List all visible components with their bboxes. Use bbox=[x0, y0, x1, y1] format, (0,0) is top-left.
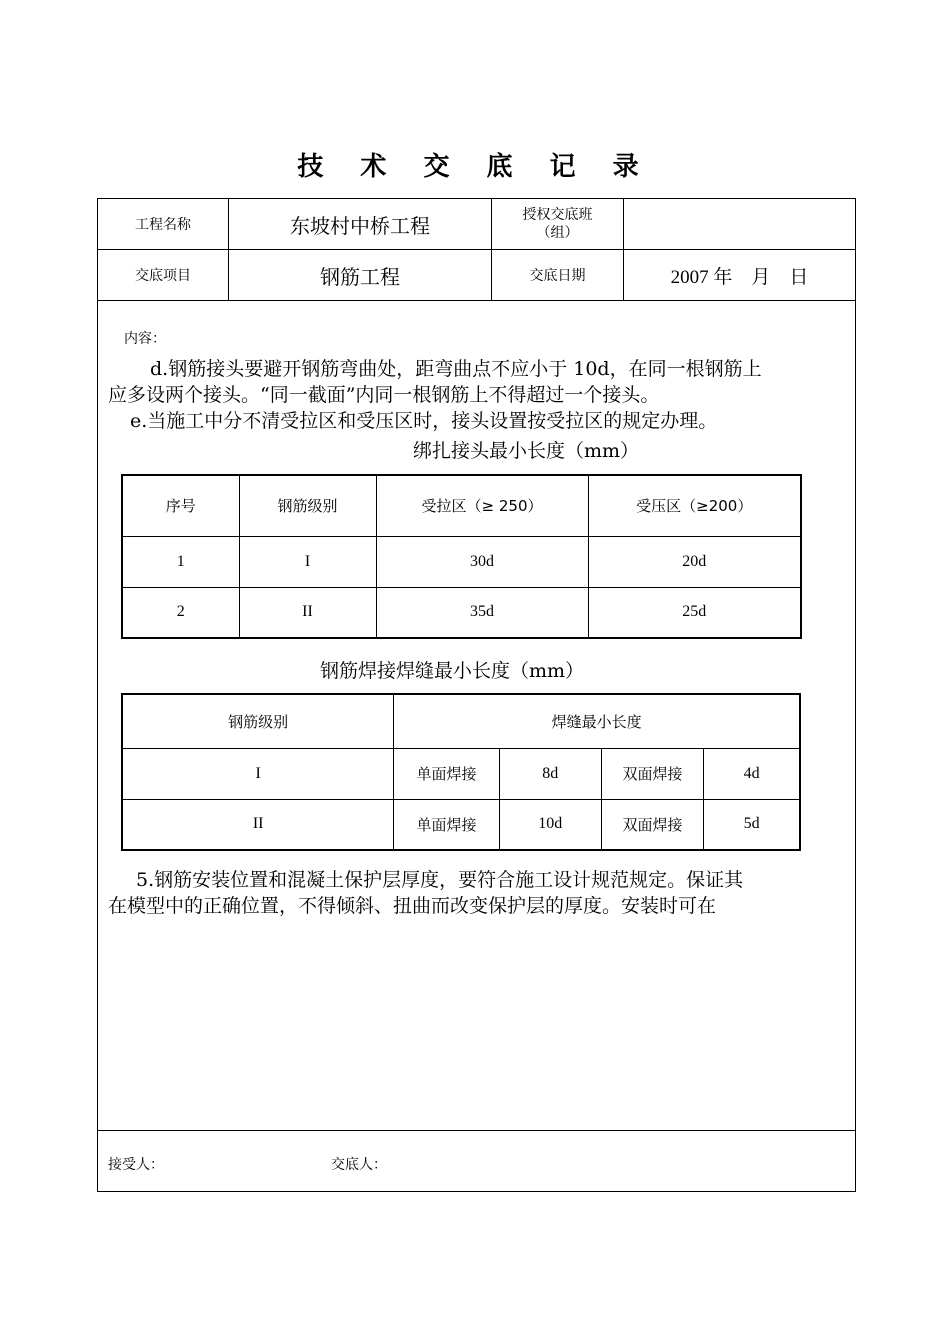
divider bbox=[98, 300, 855, 301]
table1-caption: 绑扎接头最小长度（mm） bbox=[413, 440, 640, 462]
project-name-value: 东坡村中桥工程 bbox=[290, 213, 430, 238]
team-label-line1: 授权交底班 bbox=[522, 207, 593, 223]
table-cell: 双面焊接 bbox=[601, 748, 703, 799]
table-cell: 20d bbox=[588, 536, 801, 587]
receiver-label: 接受人： bbox=[108, 1157, 164, 1173]
content-label: 内容： bbox=[124, 331, 166, 347]
item-value: 钢筋工程 bbox=[320, 264, 400, 289]
date-value: 2007 年 月 日 bbox=[670, 266, 809, 288]
table-header-cell: 钢筋级别 bbox=[239, 475, 376, 536]
table-header-cell: 钢筋级别 bbox=[122, 694, 394, 748]
table-cell: I bbox=[122, 748, 394, 799]
table-header-cell: 焊缝最小长度 bbox=[394, 694, 800, 748]
table-cell: 单面焊接 bbox=[394, 748, 499, 799]
team-value bbox=[624, 199, 855, 249]
table-cell: 8d bbox=[499, 748, 601, 799]
paragraph-e: e.当施工中分不清受拉区和受压区时，接头设置按受拉区的规定办理。 bbox=[130, 410, 718, 432]
table-header-cell: 受拉区（≥ 250） bbox=[376, 475, 588, 536]
table-header-cell: 受压区（≥200） bbox=[588, 475, 801, 536]
table-header-cell: 序号 bbox=[122, 475, 239, 536]
paragraph-d bbox=[108, 356, 853, 434]
table-cell: II bbox=[239, 587, 376, 638]
date-label: 交底日期 bbox=[529, 268, 586, 284]
table-cell: 30d bbox=[376, 536, 588, 587]
paragraph-5-line1: 5.钢筋安装位置和混凝土保护层厚度，要符合施工设计规范规定。保证其 bbox=[136, 869, 744, 891]
paragraph-d-line2: 应多设两个接头。“同一截面”内同一根钢筋上不得超过一个接头。 bbox=[108, 384, 660, 406]
page-title: 技 术 交 底 记 录 bbox=[297, 152, 653, 182]
paragraph-5-line2: 在模型中的正确位置，不得倾斜、扭曲而改变保护层的厚度。安装时可在 bbox=[108, 895, 717, 917]
table-cell: 4d bbox=[704, 748, 800, 799]
table-row bbox=[122, 799, 800, 850]
divider bbox=[98, 1130, 855, 1131]
table-cell: 双面焊接 bbox=[601, 799, 703, 850]
weld-length-table bbox=[121, 693, 801, 851]
table-cell: I bbox=[239, 536, 376, 587]
table-cell: 1 bbox=[122, 536, 239, 587]
table-cell: 单面焊接 bbox=[394, 799, 499, 850]
table-header-row bbox=[122, 694, 800, 748]
table-cell: 25d bbox=[588, 587, 801, 638]
item-label: 交底项目 bbox=[135, 268, 191, 284]
table-cell: 10d bbox=[499, 799, 601, 850]
lap-length-table bbox=[121, 474, 802, 639]
team-label bbox=[492, 199, 623, 249]
table-cell: 2 bbox=[122, 587, 239, 638]
table-row bbox=[122, 587, 801, 638]
table-row bbox=[122, 748, 800, 799]
presenter-label: 交底人： bbox=[331, 1157, 387, 1173]
table-header-row bbox=[122, 475, 801, 536]
table2-caption: 钢筋焊接焊缝最小长度（mm） bbox=[320, 660, 585, 682]
table-row bbox=[122, 536, 801, 587]
paragraph-5 bbox=[108, 867, 853, 919]
table-cell: 35d bbox=[376, 587, 588, 638]
table-cell: II bbox=[122, 799, 394, 850]
paragraph-d-line1: d.钢筋接头要避开钢筋弯曲处，距弯曲点不应小于 10d，在同一根钢筋上 bbox=[150, 358, 762, 380]
team-label-line2: （组） bbox=[536, 225, 579, 241]
project-name-label: 工程名称 bbox=[135, 217, 191, 233]
table-cell: 5d bbox=[704, 799, 800, 850]
